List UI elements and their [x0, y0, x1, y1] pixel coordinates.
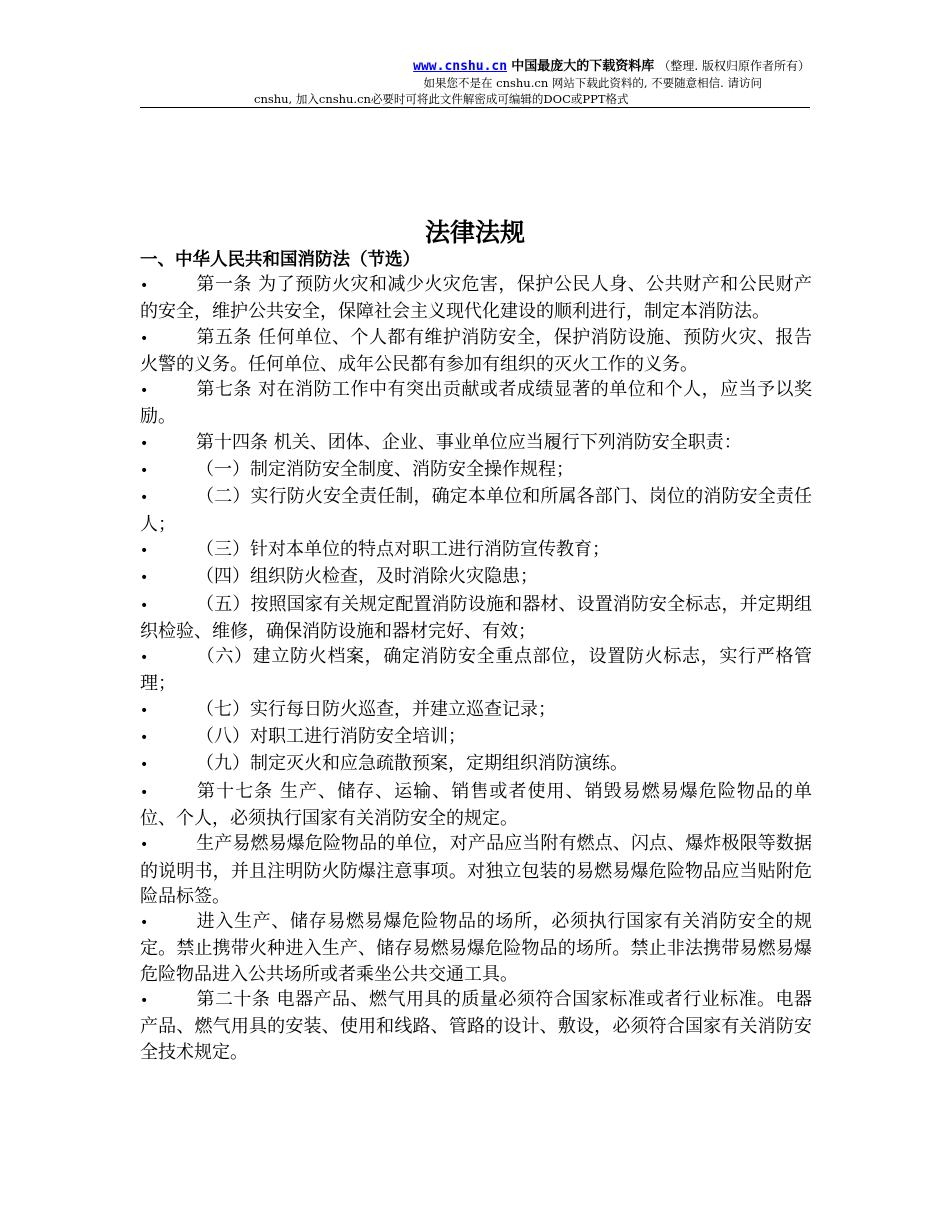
paragraph: [140, 325, 812, 378]
bullet-icon: •: [140, 570, 149, 587]
paragraph: [140, 484, 812, 537]
paragraph-text: 第五条 任何单位、个人都有维护消防安全，保护消防设施、预防火灾、报告火警的义务。任何单位、成年公民都有参加有组织的灭火工作的义务。: [140, 326, 812, 375]
bullet-icon: •: [140, 915, 149, 932]
paragraph-text: 第十四条 机关、团体、企业、事业单位应当履行下列消防安全职责：: [196, 431, 742, 453]
header-line-1: [140, 58, 810, 75]
paragraph-text: （三）针对本单位的特点对职工进行消防宣传教育；: [196, 538, 610, 560]
bullet-icon: •: [140, 757, 149, 774]
bullet-icon: •: [140, 702, 149, 719]
paragraph: [140, 831, 812, 909]
paragraph-text: （六）建立防火档案，确定消防安全重点部位，设置防火标志，实行严格管理；: [140, 646, 812, 695]
bullet-icon: •: [140, 993, 149, 1010]
paragraph-text: 进入生产、储存易燃易爆危险物品的场所，必须执行国家有关消防安全的规定。禁止携带火种进入生产、储存易燃易爆危险物品的场所。禁止非法携带易燃易爆危险物品进入公共场所或者乘坐公共交通工具。: [140, 911, 812, 985]
paragraph-text: 生产易燃易爆危险物品的单位，对产品应当附有燃点、闪点、爆炸极限等数据的说明书，并且注明防火防爆注意事项。对独立包装的易燃易爆危险物品应当贴附危险品标签。: [140, 833, 812, 907]
paragraph: [140, 457, 812, 484]
header-line-2: 如果您不是在 cnshu.cn 网站下载此资料的, 不要随意相信. 请访问: [423, 76, 762, 90]
paragraph: [140, 564, 812, 591]
paragraph: [140, 751, 812, 778]
paragraph: [140, 779, 812, 832]
paragraph-text: 第二十条 电器产品、燃气用具的质量必须符合国家标准或者行业标准。电器产品、燃气用具的安装、使用和线路、管路的设计、敷设，必须符合国家有关消防安全技术规定。: [140, 989, 812, 1063]
bullet-icon: •: [140, 490, 149, 507]
section-heading: 一、中华人民共和国消防法（节选）: [140, 250, 420, 270]
copyright-note: （整理. 版权归原作者所有）: [658, 59, 810, 73]
bullet-icon: •: [140, 597, 149, 614]
paragraph-text: （一）制定消防安全制度、消防安全操作规程；: [196, 459, 574, 481]
paragraph: [140, 987, 812, 1065]
bullet-icon: •: [140, 542, 149, 559]
paragraph-text: 第十七条 生产、储存、运输、销售或者使用、销毁易燃易爆危险物品的单位、个人，必须执行国家有关消防安全的规定。: [140, 780, 812, 829]
paragraph-text: （五）按照国家有关规定配置消防设施和器材、设置消防安全标志，并定期组织检验、维修，确保消防设施和器材完好、有效；: [140, 593, 812, 642]
paragraph-text: （九）制定灭火和应急疏散预案，定期组织消防演练。: [196, 753, 628, 775]
paragraph: [140, 537, 812, 564]
bullet-icon: •: [140, 463, 149, 480]
bullet-icon: •: [140, 383, 149, 400]
paragraph: [140, 724, 812, 751]
paragraph: [140, 272, 812, 325]
paragraph-text: （二）实行防火安全责任制，确定本单位和所属各部门、岗位的消防安全责任人；: [140, 486, 812, 535]
document-body: [140, 272, 812, 1065]
paragraph: [140, 592, 812, 645]
paragraph-text: （七）实行每日防火巡查，并建立巡查记录；: [196, 698, 556, 720]
header-divider: [140, 107, 810, 108]
bullet-icon: •: [140, 330, 149, 347]
header-line-3: cnshu, 加入cnshu.cn必要时可将此文件解密成可编辑的DOC或PPT格式: [254, 92, 629, 106]
paragraph-text: （四）组织防火检查，及时消除火灾隐患；: [196, 566, 538, 588]
bullet-icon: •: [140, 784, 149, 801]
bullet-icon: •: [140, 278, 149, 294]
page-header: [140, 58, 810, 107]
bullet-icon: •: [140, 435, 149, 452]
paragraph: [140, 697, 812, 724]
paragraph: [140, 377, 812, 430]
paragraph-text: 第一条 为了预防火灾和减少火灾危害，保护公民人身、公共财产和公民财产的安全，维护公共安全，保障社会主义现代化建设的顺利进行，制定本消防法。: [140, 274, 812, 323]
site-link[interactable]: www.cnshu.cn: [413, 59, 508, 74]
bullet-icon: •: [140, 650, 149, 667]
paragraph-text: （八）对职工进行消防安全培训；: [196, 726, 466, 748]
paragraph-text: 第七条 对在消防工作中有突出贡献或者成绩显著的单位和个人，应当予以奖励。: [140, 379, 812, 428]
paragraph: [140, 430, 812, 457]
site-slogan: 中国最庞大的下载资料库: [511, 59, 655, 74]
bullet-icon: •: [140, 837, 149, 854]
paragraph: [140, 644, 812, 697]
page-title: 法律法规: [424, 218, 525, 247]
paragraph: [140, 909, 812, 987]
bullet-icon: •: [140, 730, 149, 747]
